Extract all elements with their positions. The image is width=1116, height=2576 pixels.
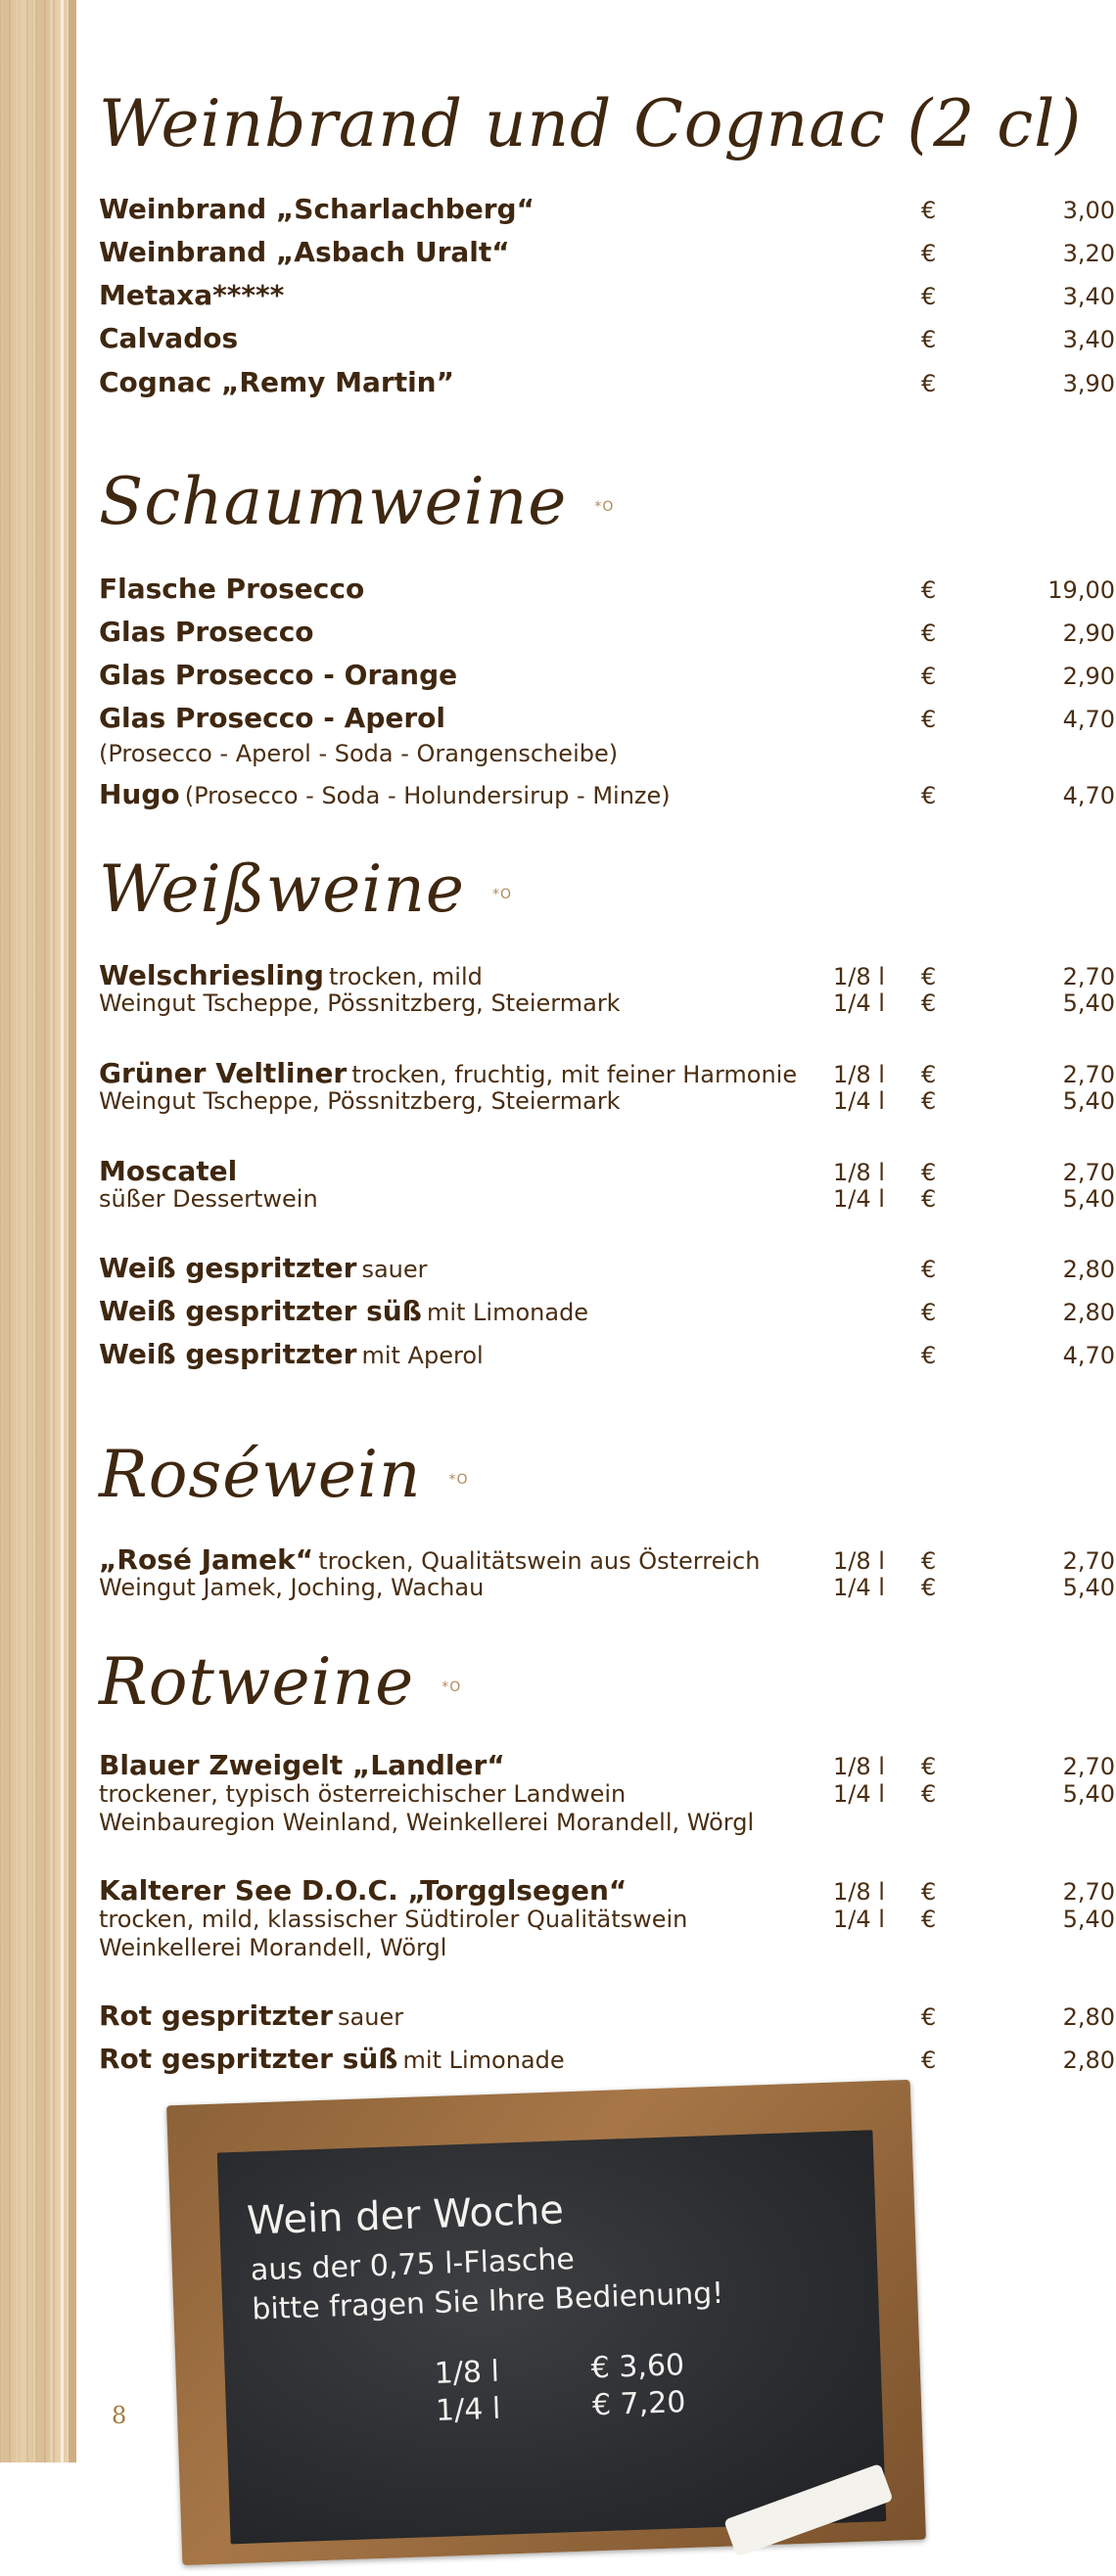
menu-item xyxy=(99,193,1115,226)
menu-item xyxy=(99,1338,1115,1371)
chalkboard-price1: € 3,60 xyxy=(590,2348,685,2386)
section-title-white xyxy=(99,851,512,927)
item-name: „Rosé Jamek“ xyxy=(99,1543,314,1576)
item-price: 2,70 xyxy=(1062,1547,1115,1575)
menu-item xyxy=(99,1295,1115,1328)
chalkboard-price2: € 7,20 xyxy=(591,2385,686,2423)
item-name: Cognac „Remy Martin” xyxy=(99,366,455,398)
item-name: Flasche Prosecco xyxy=(99,573,365,605)
currency: € xyxy=(921,1185,937,1213)
item-qty: 1/8 l xyxy=(833,1547,885,1575)
item-origin: Weingut Jamek, Joching, Wachau xyxy=(99,1574,485,1601)
item-desc: mit Aperol xyxy=(361,1342,484,1369)
item-desc: sauer xyxy=(338,2003,404,2031)
item-price: 2,70 xyxy=(1062,1061,1115,1088)
item-price: 5,40 xyxy=(1062,1780,1115,1808)
item-desc: trockener, typisch österreichischer Landwein xyxy=(99,1780,627,1808)
item-name: Weinbrand „Scharlachberg“ xyxy=(99,193,535,225)
currency: € xyxy=(921,1342,937,1369)
item-price: 3,90 xyxy=(1062,370,1115,397)
item-price: 4,70 xyxy=(1062,1342,1115,1369)
wine-item-line2 xyxy=(99,989,1115,1023)
wine-item xyxy=(99,1874,1115,1908)
item-name: Weinbrand „Asbach Uralt“ xyxy=(99,236,510,268)
item-qty: 1/4 l xyxy=(833,989,885,1017)
menu-item xyxy=(99,322,1115,355)
section-title-text: Roséwein xyxy=(99,1437,422,1512)
menu-item xyxy=(99,2000,1115,2033)
item-name: Glas Prosecco - Aperol xyxy=(99,702,446,734)
wine-item xyxy=(99,1749,1115,1782)
wine-item xyxy=(99,959,1115,992)
section-mark: *O xyxy=(594,499,615,515)
item-price: 2,80 xyxy=(1062,1299,1115,1326)
chalkboard xyxy=(217,2130,887,2544)
currency: € xyxy=(921,2047,937,2074)
item-price: 2,70 xyxy=(1062,1753,1115,1780)
currency: € xyxy=(921,1159,937,1186)
item-desc: mit Limonade xyxy=(426,1299,589,1326)
item-origin: Weingut Tscheppe, Pössnitzberg, Steiermark xyxy=(99,1087,621,1115)
item-desc: trocken, Qualitätswein aus Österreich xyxy=(318,1547,761,1575)
menu-item xyxy=(99,279,1115,312)
chalkboard-frame xyxy=(166,2080,926,2565)
section-title-text: Schaumweine xyxy=(99,464,568,539)
item-qty: 1/4 l xyxy=(833,1087,885,1115)
item-qty: 1/8 l xyxy=(833,1753,885,1780)
item-price: 19,00 xyxy=(1047,576,1115,604)
wine-item-line2 xyxy=(99,1185,1115,1219)
border-line xyxy=(61,0,64,2462)
currency: € xyxy=(921,620,937,647)
item-label xyxy=(99,1295,588,1327)
item-price: 2,80 xyxy=(1062,2047,1115,2074)
item-name: Calvados xyxy=(99,322,239,354)
currency: € xyxy=(921,963,937,990)
item-name: Weiß gespritzter xyxy=(99,1252,357,1284)
currency: € xyxy=(921,326,937,353)
item-origin: Weinkellerei Morandell, Wörgl xyxy=(99,1934,447,1961)
currency: € xyxy=(921,1753,937,1780)
item-price: 3,00 xyxy=(1062,197,1115,224)
currency: € xyxy=(921,370,937,397)
item-detail: (Prosecco - Aperol - Soda - Orangenscheibe) xyxy=(99,740,619,767)
item-price: 2,90 xyxy=(1062,663,1115,690)
currency: € xyxy=(921,706,937,733)
item-price: 2,80 xyxy=(1062,1256,1115,1283)
section-mark: *O xyxy=(442,1679,462,1695)
wine-item xyxy=(99,1543,1115,1577)
currency: € xyxy=(921,197,937,224)
menu-item xyxy=(99,236,1115,269)
menu-item xyxy=(99,1252,1115,1285)
item-price: 5,40 xyxy=(1062,1087,1115,1115)
chalkboard-line2: bitte fragen Sie Ihre Bedienung! xyxy=(251,2276,724,2327)
chalkboard-qty1: 1/8 l xyxy=(434,2354,500,2392)
item-price: 5,40 xyxy=(1062,1574,1115,1601)
currency: € xyxy=(921,663,937,690)
currency: € xyxy=(921,283,937,310)
currency: € xyxy=(921,1547,937,1575)
section-title-red xyxy=(99,1644,461,1720)
item-price: 4,70 xyxy=(1062,782,1115,809)
wood-border xyxy=(0,0,76,2462)
item-price: 5,40 xyxy=(1062,1185,1115,1213)
currency: € xyxy=(921,1256,937,1283)
currency: € xyxy=(921,576,937,604)
section-title-sparkling xyxy=(99,464,614,539)
chalkboard-qty2: 1/4 l xyxy=(435,2391,501,2428)
chalk-stick xyxy=(723,2463,893,2557)
currency: € xyxy=(921,1299,937,1326)
item-name: Weiß gespritzter xyxy=(99,1338,357,1370)
item-price: 5,40 xyxy=(1062,1906,1115,1933)
section-title-text: Rotweine xyxy=(99,1644,415,1720)
item-qty: 1/4 l xyxy=(833,1574,885,1601)
item-price: 5,40 xyxy=(1062,989,1115,1017)
border-strip xyxy=(69,0,76,2462)
item-origin: Weingut Tscheppe, Pössnitzberg, Steiermark xyxy=(99,989,621,1017)
item-label xyxy=(99,2000,403,2032)
wine-item xyxy=(99,1057,1115,1090)
menu-item xyxy=(99,573,1115,606)
currency: € xyxy=(921,240,937,267)
item-name: Rot gespritzter xyxy=(99,2000,333,2032)
item-price: 3,40 xyxy=(1062,283,1115,310)
currency: € xyxy=(921,1061,937,1088)
item-label xyxy=(99,1252,428,1284)
item-name: Rot gespritzter süß xyxy=(99,2043,398,2075)
item-price: 3,20 xyxy=(1062,240,1115,267)
item-qty: 1/8 l xyxy=(833,963,885,990)
section-title-brandy: Weinbrand und Cognac (2 cl) xyxy=(99,86,1083,161)
item-desc: sauer xyxy=(361,1256,428,1283)
currency: € xyxy=(921,1087,937,1115)
menu-item xyxy=(99,2043,1115,2076)
item-origin: süßer Dessertwein xyxy=(99,1185,318,1213)
item-price: 2,70 xyxy=(1062,1159,1115,1186)
chalkboard-line1: aus der 0,75 l-Flasche xyxy=(250,2241,576,2288)
item-label xyxy=(99,778,671,810)
menu-item xyxy=(99,778,1115,811)
item-price: 4,70 xyxy=(1062,706,1115,733)
menu-item xyxy=(99,366,1115,399)
item-price: 2,90 xyxy=(1062,620,1115,647)
item-label xyxy=(99,2043,565,2075)
section-title-rose xyxy=(99,1437,469,1512)
item-extra: (Prosecco - Soda - Holundersirup - Minze) xyxy=(184,782,671,809)
item-desc: mit Limonade xyxy=(402,2047,565,2074)
item-name: Blauer Zweigelt „Landler“ xyxy=(99,1749,505,1781)
item-origin: Weinbauregion Weinland, Weinkellerei Morandell, Wörgl xyxy=(99,1809,755,1836)
item-label xyxy=(99,959,483,991)
wine-item-line2 xyxy=(99,1574,1115,1607)
item-price: 3,40 xyxy=(1062,326,1115,353)
item-name: Grüner Veltliner xyxy=(99,1057,348,1089)
item-name: Moscatel xyxy=(99,1155,238,1187)
menu-item xyxy=(99,659,1115,692)
item-qty: 1/4 l xyxy=(833,1780,885,1808)
currency: € xyxy=(921,989,937,1017)
item-label xyxy=(99,1338,484,1370)
item-name: Weiß gespritzter süß xyxy=(99,1295,422,1327)
item-price: 2,70 xyxy=(1062,963,1115,990)
menu-item xyxy=(99,616,1115,649)
currency: € xyxy=(921,1906,937,1933)
item-qty: 1/4 l xyxy=(833,1906,885,1933)
page-number: 8 xyxy=(112,2402,127,2429)
section-title-text: Weißweine xyxy=(99,851,465,927)
chalkboard-title: Wein der Woche xyxy=(246,2187,565,2244)
item-desc: trocken, mild, klassischer Südtiroler Qualitätswein xyxy=(99,1906,688,1933)
item-qty: 1/8 l xyxy=(833,1061,885,1088)
section-mark: *O xyxy=(491,887,512,902)
item-name: Welschriesling xyxy=(99,959,324,991)
item-name: Hugo xyxy=(99,778,180,810)
item-qty: 1/8 l xyxy=(833,1159,885,1186)
currency: € xyxy=(921,2003,937,2031)
item-qty: 1/4 l xyxy=(833,1185,885,1213)
item-label xyxy=(99,1543,760,1576)
currency: € xyxy=(921,1878,937,1906)
item-name: Glas Prosecco - Orange xyxy=(99,659,458,691)
currency: € xyxy=(921,782,937,809)
item-desc: trocken, mild xyxy=(329,963,483,990)
item-name: Kalterer See D.O.C. „Torgglsegen“ xyxy=(99,1874,628,1907)
item-name: Glas Prosecco xyxy=(99,616,314,648)
item-price: 2,80 xyxy=(1062,2003,1115,2031)
currency: € xyxy=(921,1574,937,1601)
wine-item xyxy=(99,1155,1115,1188)
currency: € xyxy=(921,1780,937,1808)
item-desc: trocken, fruchtig, mit feiner Harmonie xyxy=(351,1061,798,1088)
item-label xyxy=(99,1057,797,1089)
section-mark: *O xyxy=(448,1472,469,1488)
menu-item xyxy=(99,702,1115,735)
item-name: Metaxa***** xyxy=(99,279,285,311)
wine-item-line2 xyxy=(99,1087,1115,1121)
item-price: 2,70 xyxy=(1062,1878,1115,1906)
item-qty: 1/8 l xyxy=(833,1878,885,1906)
